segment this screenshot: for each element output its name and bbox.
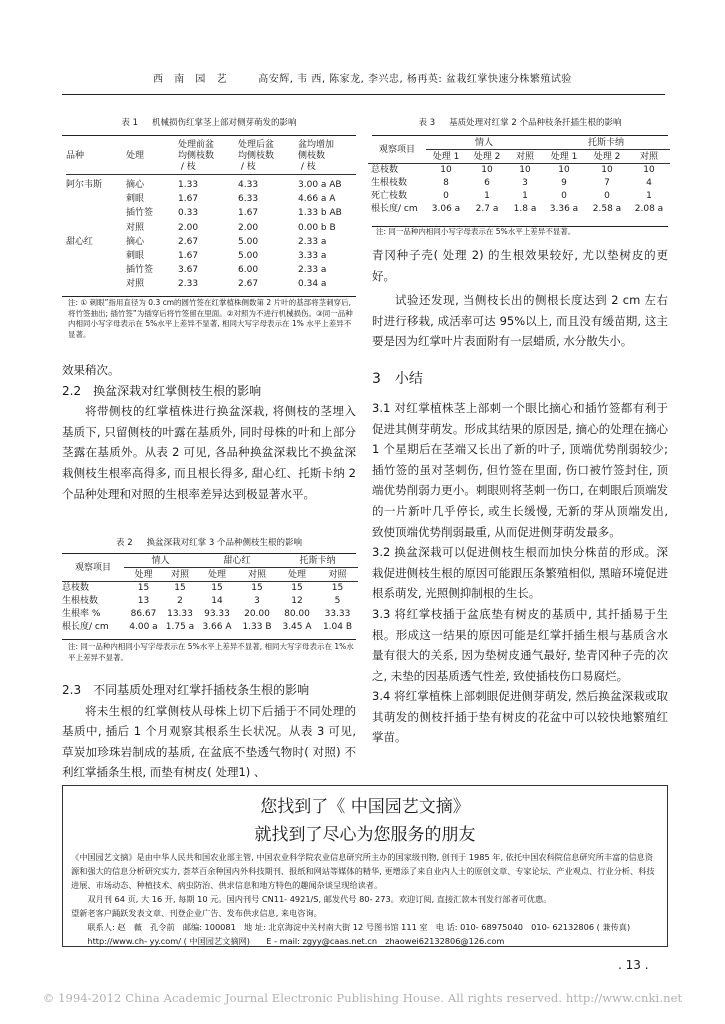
header-rule [62,94,665,95]
ad-headline-2: 就找到了尽心为您服务的朋友 [254,825,476,845]
table3-caption: 表 3 基质处理对红掌 2 个品种枝条扦插生根的影响 [418,118,622,128]
table-row: 插竹签 3.67 6.00 2.33 a [126,265,327,276]
paragraph: 将未生根的红掌侧枝从母株上切下后插于不同处理的基质中, 插后 1 个月观察其根系生长状况。从表 3 可见, 草炭加珍珠岩制成的基质, 在盆底不垫透气物时( 对照) 不利红掌插条生根, 而垫有树皮( 处理1) 、 [62,703,356,780]
ad-headline-1: 您找到了《 中国园艺文摘》 [260,797,470,817]
copyright-footer: © 1994-2012 China Academic Journal Electronic Publishing House. All rights reserved. http://www.cnki.net [42,991,683,1005]
table1 [66,138,356,292]
table1-header-row [66,138,356,175]
paragraph: 青冈种子壳( 处理 2) 的生根效果较好, 尤以垫树皮的更好。 [372,248,668,283]
table1-header-variety: 品种 [66,150,85,161]
table-row: 生根枝数 8 6 3 9 7 4 [371,178,652,188]
paragraph: 将带侧枝的红掌植株进行换盆深栽, 将侧枝的茎埋入基质下, 只留侧枝的叶露在基质外, 同时母株的叶和上部分茎露在基质外。从表 2 可见, 各品种换盆深栽比不换盆深栽侧枝生根率高得多, 而且根长得多, 甜心红、托斯卡纳 2 个品种处理和对照的生根率差异达到极显著水平。 [62,404,356,501]
paragraph: 试验还发现, 当侧枝长出的侧根长度达到 2 cm 左右时进行移栽, 成活率可达 95%以上, 而且没有缓苗期, 这主要是因为红掌叶片表面附有一层蜡质, 水分散失小。 [372,293,668,349]
table-row: 插竹签 0.33 1.67 1.33 b AB [126,208,342,219]
section-heading-2-3: 2.3 不同基质处理对红掌扦插枝条生根的影响 [62,683,310,697]
table1-bottom-rule [62,296,356,297]
conclusion-3-1: 3.1 对红掌植株茎上部刺一个眼比摘心和插竹签都有利于促进其侧芽萌发。形成其结果的原因是, 摘心的处理在摘心 1 个星期后在茎端又长出了新的叶子, 顶端优势削弱较少; 插竹签的虽对茎刺伤, 但竹签在里面, 伤口被竹签封住, 顶端优势削弱力更小。刺眼则将茎刺一伤口, 在刺眼后顶端发的一片新叶几乎停长, 或生长缓慢, 无新的芽从顶端发出, 致使顶端优势削弱最重, 从而促进侧芽萌发最多。 [372,400,668,539]
table2-bottom-rule [62,639,356,640]
table2-header-variety: 托斯卡纳 [277,555,358,568]
table-row: 根长度/ cm 4.00 a 1.75 a 3.66 A 1.33 B 3.45 A 1.04 B [62,622,353,632]
table-row: 总枝数 15 15 15 15 15 15 [62,583,344,593]
table2-top-rule [62,553,356,554]
ad-contact: 联系人: 赵 薇 孔令前 邮编: 100081 地 址: 北京海淀中关村南大街 12 号图书馆 111 室 电 话: 010- 68975040 010- 62132806 ( 兼传真) [87,922,631,932]
table-row: 总枝数 10 10 10 10 10 10 [371,165,655,175]
table-row: 生根率 % 86.67 13.33 93.33 20.00 80.00 33.33 [62,609,351,619]
left-text-block-1 [62,360,356,504]
table3-top-rule [372,135,668,136]
table1-header-increase: 盆均增加 侧枝数 / 枝 [298,139,335,172]
table-row: 对照 2.33 2.67 0.34 a [126,279,327,290]
table1-top-rule [62,135,356,136]
table1-note: 注: ① 刺眼”指用直径为 0.3 cm的圆竹签在红掌植株侧数第 2 片叶的基部将茎刺穿后, 将竹签抽出; 插竹签”为插穿后将竹签留在里面。②对照为不进行机械损伤。③同一品种内相同小写字母表示在 5%水平上差异不显著, 相同大写字母表示在 1% 水平上差异不显著。 [68,298,353,339]
running-header [0,70,725,85]
left-text-block-2 [62,680,356,783]
table-row: 死亡枝数 0 1 1 0 0 1 [371,191,652,201]
conclusion-3-4: 3.4 将红掌植株上部刺眼促进侧芽萌发, 然后换盆深栽或取其萌发的侧枝扦插于垫有树皮的花盆中可以较快地繁殖红掌苗。 [372,689,668,745]
ad-web-email[interactable]: http://www.ch- yy.com/ ( 中国园艺文摘网) E - mail: zgyy@caas.net.cn zhaowei62132806@126.com [87,936,505,946]
journal-name: 西 南 园 艺 [153,74,231,85]
article-authors-title: 高安辉, 韦 西, 陈家龙, 李兴忠, 杨再英: 盆栽红掌快速分株繁殖试验 [258,74,572,85]
section-heading-3: 3 小结 [372,370,423,387]
table2-header-variety: 甜心红 [197,555,277,568]
table1-header-treatment: 处理 [126,150,145,161]
table3: 观察项目 情人 托斯卡纳 处理 1 处理 2 对照 处理 1 处理 2 对照 总枝数 10 10 10 10 10 10 生根枝数 8 6 3 9 7 4 死亡枝数 0 1 1 0 0 1 根长度/ cm 3.06 a 2.7 a 1.8 a 3.36 a 2.58 a 2.08 a [368,137,670,216]
table3-header-variety: 情人 [426,137,542,150]
table-row: 刺眼 1.67 6.33 4.66 a A [126,194,336,205]
page-number: . 13 . [618,958,649,972]
section-heading-2-2: 2.2 换盆深栽对红掌侧枝生根的影响 [62,383,262,398]
paragraph: 效果稍次。 [62,363,120,377]
table2: 观察项目 情人 甜心红 托斯卡纳 处理 对照 处理 对照 处理 对照 总枝数 15 15 15 15 15 15 生根枝数 13 2 14 3 12 5 生根率 % 86.67 13.33 93.33 20.00 80.00 33.33 根长度/ cm 4.00 a 1.75 a 3.66 A 1.33 B 3.45 A 1.04 B [62,555,358,634]
table2-caption: 表 2 换盆深栽对红掌 3 个品种侧枝生根的影响 [116,538,302,548]
table-row: 阿尔韦斯 摘心 1.33 4.33 3.00 a AB [66,180,342,190]
table1-caption: 表 1 机械损伤红掌茎上部对侧芽萌发的影响 [121,118,297,128]
table3-header-item: 观察项目 [378,145,415,155]
conclusion-3-2: 3.2 换盆深栽可以促进侧枝生根而加快分株苗的形成。深栽促进侧枝生根的原因可能跟压条繁殖相似, 黑暗环境促进根系萌发, 光照侧抑制根的生长。 [372,545,668,601]
conclusion-3-3: 3.3 将红掌枝插于盆底垫有树皮的基质中, 其扦插易于生根。形成这一结果的原因可能是红掌扦插生根与基质含水量有很大的关系, 因为垫树皮通气最好, 垫青冈种子壳的次之, 未垫的因基质透气性差, 致使插枝伤口易腐烂。 [372,606,668,683]
table3-note: 注: 同一品种内相同小写字母表示在 5%水平上差异不显著。 [376,227,576,236]
table1-header-after: 处理后盆 均侧枝数 / 枝 [238,139,275,172]
table2-note: 注: 同一品种内相同小写字母表示在 5%水平上差异不显著, 相同大写字母表示在 1%水平上差异不显著。 [68,642,354,662]
table-row: 甜心红 摘心 2.67 5.00 2.33 a [66,236,327,247]
table2-header-item: 观察项目 [74,563,111,573]
table2-header-variety: 情人 [124,555,197,568]
table-row: 刺眼 1.67 5.00 3.33 a [126,251,327,262]
table3-header-variety: 托斯卡纳 [542,137,670,150]
advertisement-box [62,785,668,947]
table-row: 对照 2.00 2.00 0.00 b B [126,222,336,233]
table1-header-before: 处理前盆 均侧枝数 / 枝 [178,139,215,172]
right-text-block [372,245,668,748]
ad-body: 《中国园艺文摘》是由中华人民共和国农业部主管, 中国农业科学院农业信息研究所主办的国家级刊物, 创刊于 1985 年, 依托中国农科院信息研究所丰富的信息资源和强大的信息分析研究实力, 荟萃百余种国内外科技期刊、报纸和网站等媒体的精华, 更增添了来自业内人士的原创文章、专家论坛、产业观点、行业分析、科技进展、市场动态、种植技术、病虫防治、供求信息和地方特色的趣闻杂谈呈现给读者。 双月刊 64 页, 大 16 开, 每期 10 元。国内刊号 CN11- 4921/S, 邮发代号 80- 273。欢迎订阅, 直接汇款本刊发行部者可优惠。 望新老客户踊跃发表文章、刊登企业广告、发布供求信息, 来电咨询。 联系人: 赵 薇 孔令前 邮编: 100081 地 址: 北京海淀中关村南大街 12 号图书馆 111 室 电 话: 010- 68975040 010- 62132806 ( 兼传真) http://www.ch- yy.com/ ( 中国园艺文摘网) E - mail: zgyy@caas.net.cn zhaowei62132806@126.com [63,845,667,948]
table-row: 生根枝数 13 2 14 3 12 5 [62,596,341,606]
table-row: 根长度/ cm 3.06 a 2.7 a 1.8 a 3.36 a 2.58 a 2.08 a [371,204,664,214]
